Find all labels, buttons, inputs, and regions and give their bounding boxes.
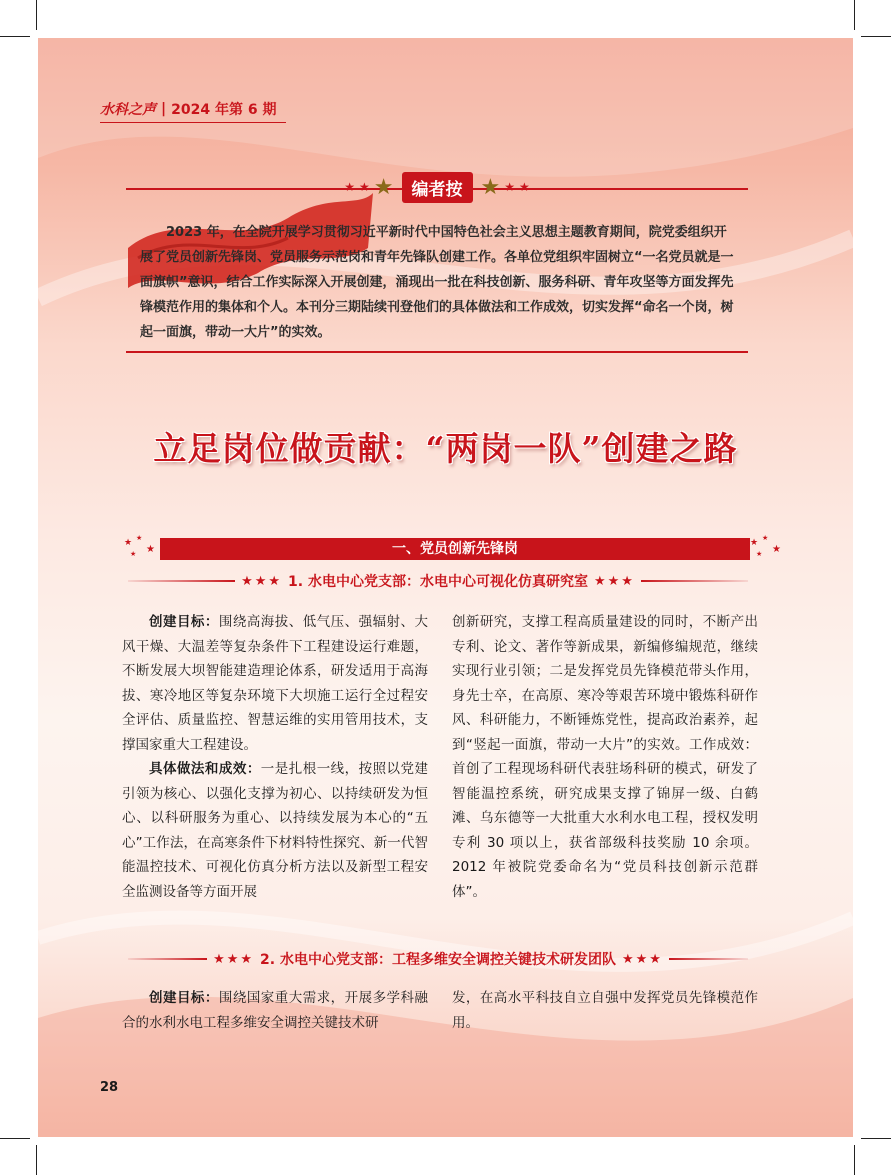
right-column — [452, 610, 758, 904]
star-icon: ★★★ — [621, 951, 663, 967]
crop-mark — [854, 1145, 855, 1175]
subsection-title: 1. 水电中心党支部：水电中心可视化仿真研究室 — [288, 574, 588, 590]
paragraph-text: 围绕国家重大需求，开展多学科融合的水利水电工程多维安全调控关键技术研 — [122, 990, 429, 1031]
article-title: 立足岗位做贡献：“两岗一队”创建之路 — [153, 429, 738, 468]
gold-star-icon: ★ — [373, 174, 394, 200]
star-icon: ★★★ — [241, 573, 283, 589]
header-separator: | — [161, 101, 167, 117]
star-icon: ★ — [519, 180, 530, 194]
heading-rule — [641, 580, 748, 582]
note-bottom-rule — [126, 351, 748, 353]
header-underline — [100, 122, 286, 123]
crop-mark — [854, 0, 855, 30]
heading-rule — [669, 958, 748, 960]
left-column — [122, 986, 428, 1035]
note-title-ornament — [311, 172, 563, 202]
page-number: 28 — [100, 1080, 119, 1095]
paragraph-text: 围绕高海拔、低气压、强辐射、大风干燥、大温差等复杂条件下工程建设运行难题，不断发展大坝智能建造理论体系，研发适用于高海拔、寒冷地区等复杂环境下大坝施工运行全过程安全评估、质量监控、智慧运维的实用管用技术，支撑国家重大工程建设。 — [122, 614, 429, 753]
editor-note-text: 2023 年，在全院开展学习贯彻习近平新时代中国特色社会主义思想主题教育期间，院党委组织开展了党员创新先锋岗、党员服务示范岗和青年先锋队创建工作。各单位党组织牢固树立“一名党员就是一面旗帜”意识，结合工作实际深入开展创建，涌现出一批在科技创新、服务科研、青年攻坚等方面发挥先锋模范作用的集体和个人。本刊分三期陆续刊登他们的具体做法和工作成效，切实发挥“命名一个岗，树起一面旗，带动一大片”的实效。 — [140, 225, 734, 340]
paragraph-label: 创建目标： — [149, 614, 219, 630]
crop-mark — [861, 36, 891, 37]
subsection-heading — [128, 948, 748, 970]
journal-name: 水科之声 — [100, 102, 156, 118]
paragraph-label: 创建目标： — [149, 990, 219, 1006]
star-icon: ★ — [359, 180, 370, 194]
paragraph — [122, 610, 428, 757]
crop-mark — [36, 1145, 37, 1175]
magazine-page — [38, 38, 853, 1137]
paragraph-text: 一是扎根一线，按照以党建引领为核心、以强化支撑为初心、以持续研发为恒心、以科研服务为重心、以持续发展为本心的“五心”工作法，在高寒条件下材料特性探究、新一代智能温控技术、可视化仿真分析方法以及新型工程安全监测设备等方面开展 — [122, 761, 429, 900]
paragraph-continued: 创新研究，支撑工程高质量建设的同时，不断产出专利、论文、著作等新成果，新编修编规范，继续实现行业引领；二是发挥党员先锋模范带头作用，身先士卒，在高原、寒冷等艰苦环境中锻炼科研作风、科研能力，不断锤炼党性，提高政治素养，起到“竖起一面旗，带动一大片”的实效。工作成效：首创了工程现场科研代表驻场科研的模式，研发了智能温控系统，研究成果支撑了锦屏一级、白鹤滩、乌东德等一大批重大水利水电工程，授权发明专利 30 项以上，获省部级科技奖励 10 余项。2012 年被院党委命名为“党员科技创新示范群体”。 — [452, 614, 758, 900]
star-icon: ★ — [504, 180, 515, 194]
right-column — [452, 986, 758, 1035]
crop-mark — [0, 1138, 30, 1139]
star-icon: ★★★ — [213, 951, 255, 967]
left-column — [122, 610, 428, 904]
paragraph — [122, 986, 428, 1035]
heading-rule — [128, 958, 207, 960]
issue-label: 2024 年第 6 期 — [171, 102, 277, 118]
gold-star-icon: ★ — [480, 174, 501, 200]
paragraph-continued: 发，在高水平科技自立自强中发挥党员先锋模范作用。 — [452, 990, 758, 1031]
journal-header — [100, 96, 276, 122]
section-left-ornament: ★ ★ ★ ★ — [124, 534, 155, 558]
star-icon: ★★★ — [593, 573, 635, 589]
section-right-ornament: ★ ★ ★ ★ — [750, 534, 781, 558]
star-icon: ★ — [344, 180, 355, 194]
editor-note-box — [126, 174, 748, 353]
section-heading: 一、党员创新先锋岗 — [160, 538, 750, 560]
crop-mark — [36, 0, 37, 30]
crop-mark — [0, 36, 30, 37]
crop-mark — [861, 1138, 891, 1139]
subsection-heading — [128, 570, 748, 592]
editor-note-title: 编者按 — [402, 172, 473, 203]
paragraph-label: 具体做法和成效： — [149, 761, 261, 777]
heading-rule — [128, 580, 235, 582]
subsection-title: 2. 水电中心党支部：工程多维安全调控关键技术研发团队 — [260, 952, 616, 968]
paragraph — [122, 757, 428, 904]
